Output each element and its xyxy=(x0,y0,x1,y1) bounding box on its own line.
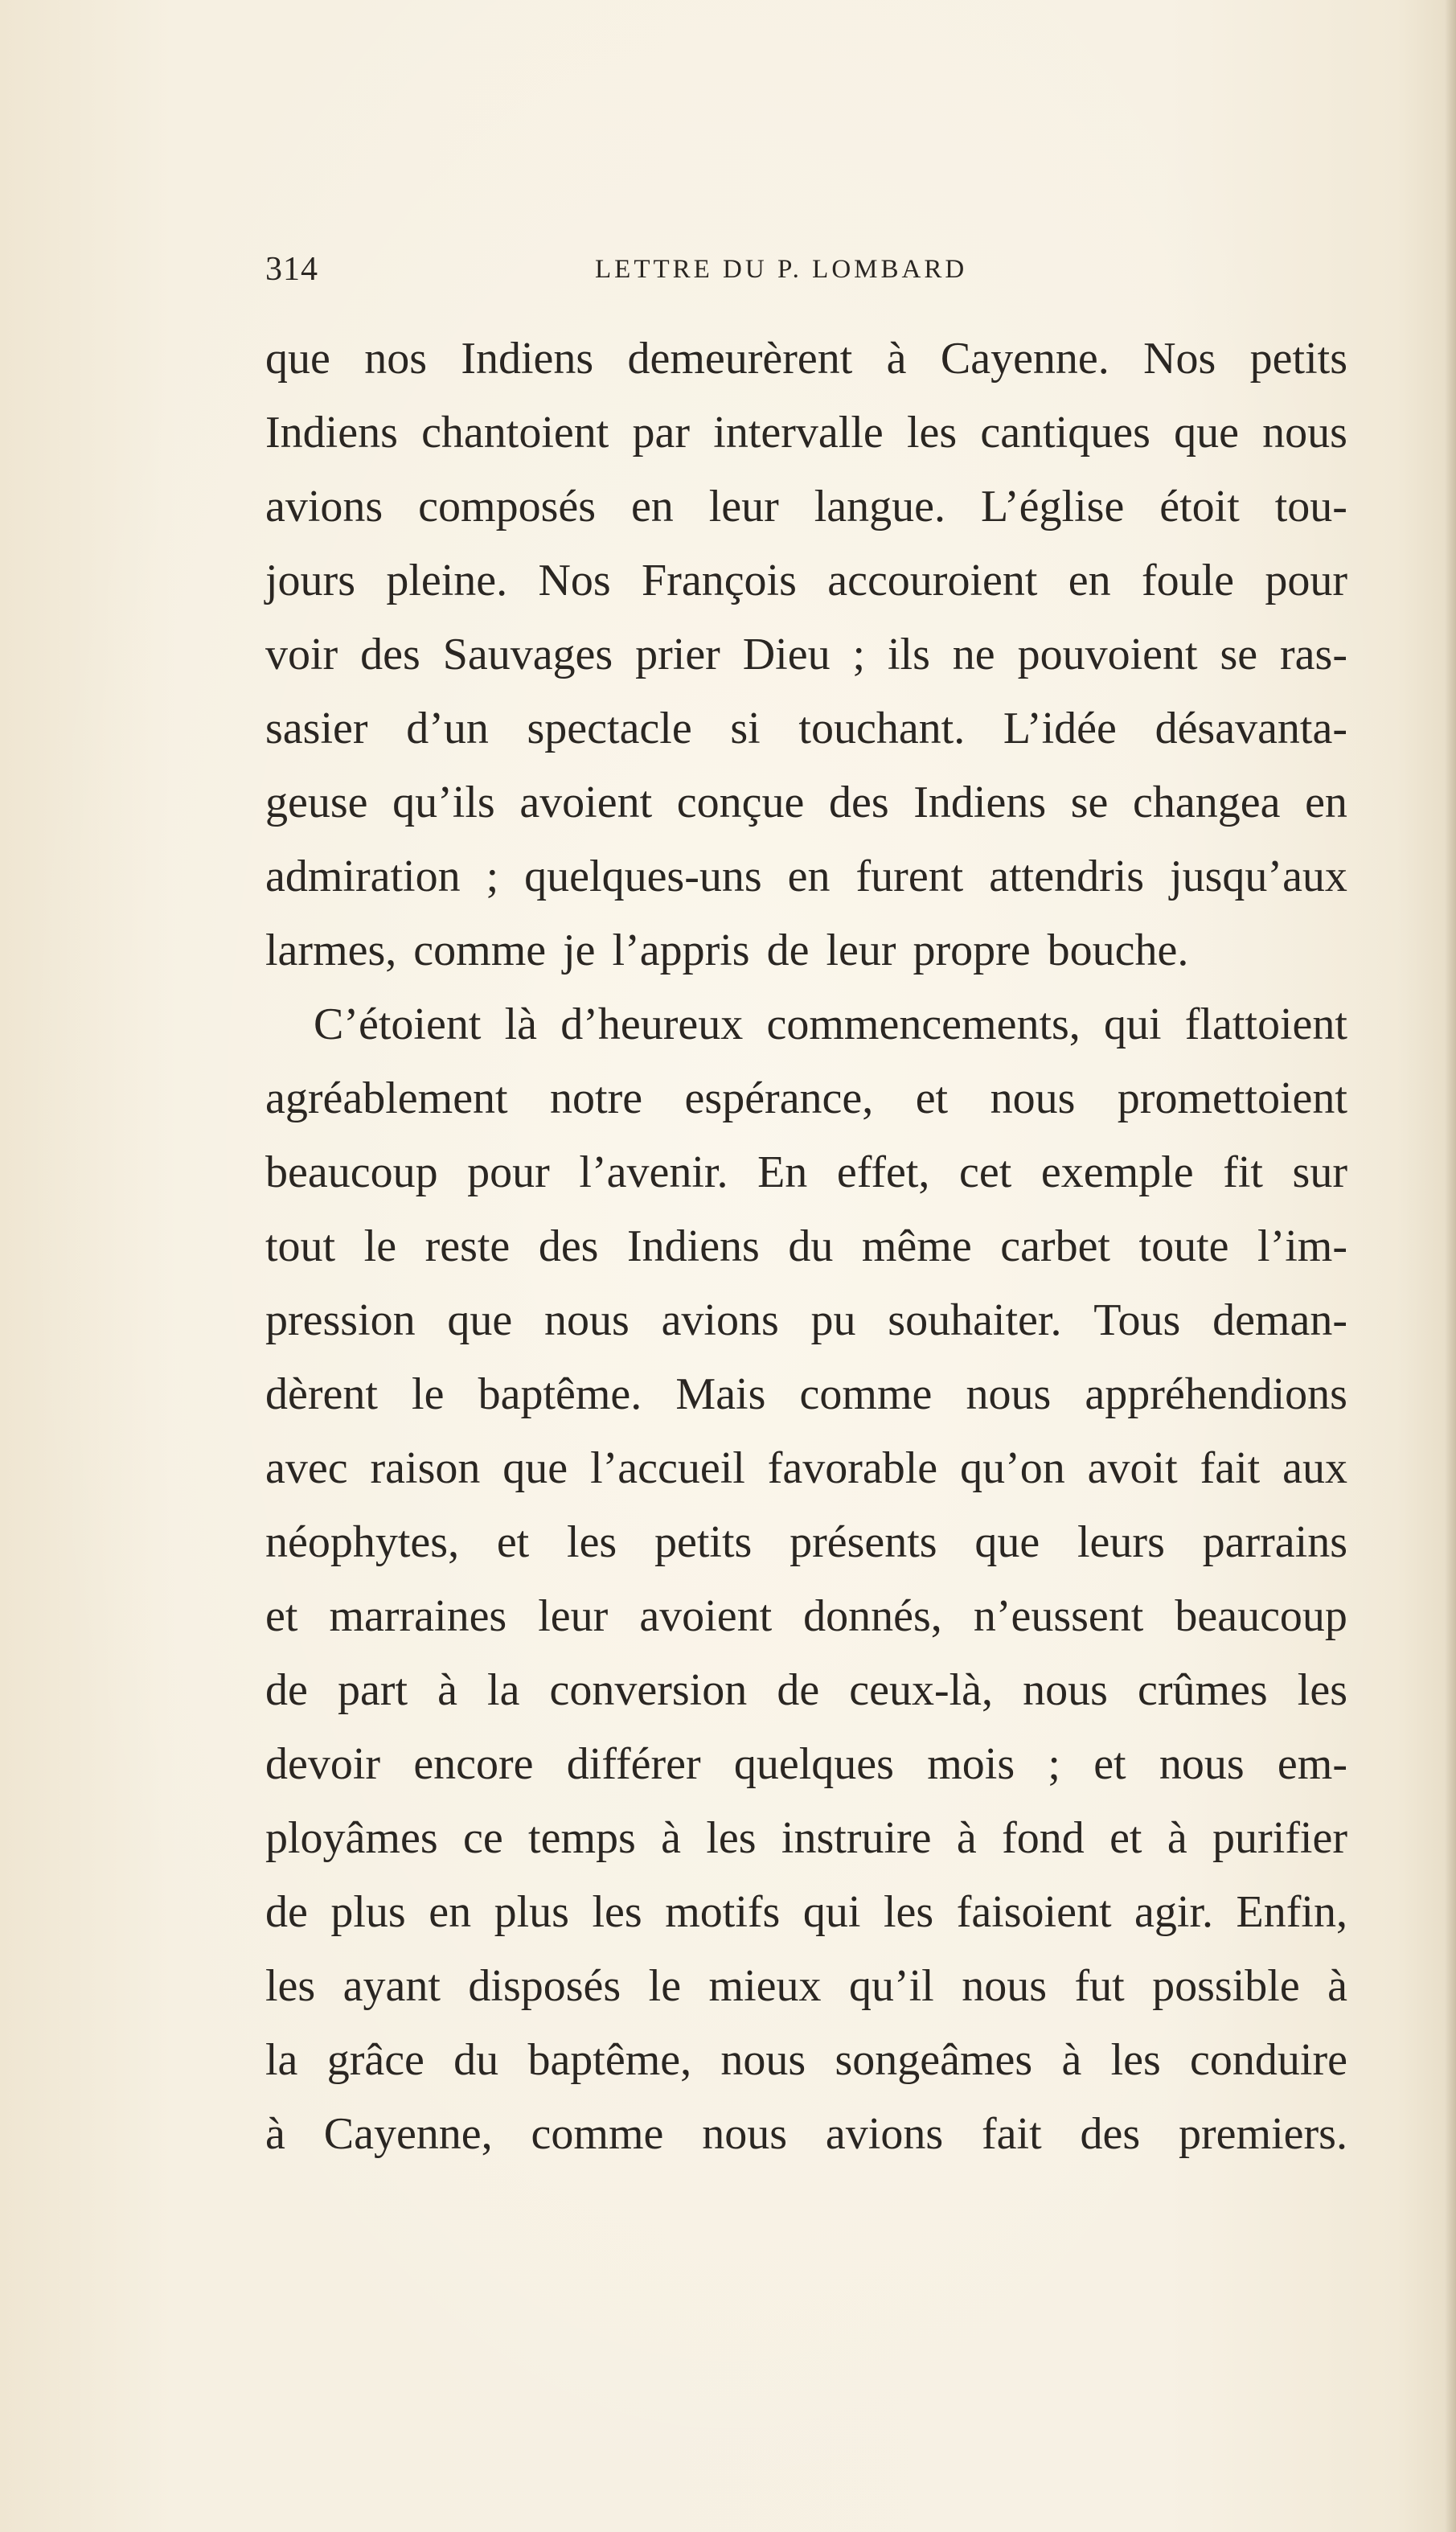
word: devoir xyxy=(265,1739,381,1789)
word: leur xyxy=(708,482,779,531)
word: ceux-là, xyxy=(849,1665,994,1715)
text-line xyxy=(265,1727,1347,1801)
word: beaucoup xyxy=(265,1147,438,1197)
word: d’heureux xyxy=(560,999,744,1049)
text-line xyxy=(265,1357,1347,1431)
word: attendris xyxy=(989,852,1145,901)
word: avions xyxy=(265,482,383,531)
text-line xyxy=(265,470,1347,544)
word: disposés xyxy=(468,1961,621,2011)
word: toute xyxy=(1138,1221,1229,1271)
word: des xyxy=(1080,2109,1141,2159)
word: du xyxy=(788,1221,834,1271)
word: avoit xyxy=(1087,1443,1178,1493)
word: promettoient xyxy=(1117,1073,1347,1123)
word: les xyxy=(883,1887,934,1937)
word: fait xyxy=(1200,1443,1261,1493)
word: et xyxy=(1093,1739,1126,1789)
word: encore xyxy=(413,1739,534,1789)
word: favorable xyxy=(767,1443,938,1493)
text-line xyxy=(265,1209,1347,1283)
word: premiers. xyxy=(1179,2109,1347,2159)
text-line xyxy=(265,1949,1347,2023)
word: Enfin, xyxy=(1236,1887,1347,1937)
running-head: LETTRE DU P. LOMBARD xyxy=(595,255,968,284)
word: pour xyxy=(1265,556,1347,605)
word: parrains xyxy=(1202,1517,1347,1567)
word: différer xyxy=(566,1739,701,1789)
word: par xyxy=(632,408,691,458)
word: pouvoient xyxy=(1017,630,1198,679)
text-line xyxy=(265,1505,1347,1579)
word: et xyxy=(496,1517,530,1567)
word: ; xyxy=(486,852,499,901)
word: fond xyxy=(1002,1813,1085,1863)
word: agir. xyxy=(1134,1887,1214,1937)
word: à xyxy=(1327,1961,1347,2011)
word: les xyxy=(592,1887,642,1937)
word: en xyxy=(1068,556,1111,605)
text-line xyxy=(265,1283,1347,1357)
word: qu’ils xyxy=(392,778,495,827)
word: comme xyxy=(531,2109,664,2159)
word: L’idée xyxy=(1003,704,1117,753)
word: bouche. xyxy=(1047,925,1189,975)
word: espérance, xyxy=(684,1073,874,1123)
word: leur xyxy=(826,925,896,975)
page-number: 314 xyxy=(265,251,318,288)
text-line xyxy=(265,913,1347,987)
word: motifs xyxy=(665,1887,781,1937)
word: deman- xyxy=(1212,1295,1347,1345)
word: n’eussent xyxy=(973,1591,1144,1641)
page-edge-shadow xyxy=(1445,0,1456,2532)
word: quelques-uns xyxy=(524,852,762,901)
word: sasier xyxy=(265,704,368,753)
word: avec xyxy=(265,1443,348,1493)
word: foule xyxy=(1141,556,1234,605)
word: conçue xyxy=(676,778,805,827)
word: et xyxy=(915,1073,949,1123)
word: l’im- xyxy=(1257,1221,1347,1271)
word: admiration xyxy=(265,852,461,901)
word: effet, xyxy=(836,1147,930,1197)
word: mois xyxy=(927,1739,1015,1789)
word: plus xyxy=(330,1887,406,1937)
word: marraines xyxy=(329,1591,507,1641)
word: larmes, xyxy=(265,925,397,975)
word: propre xyxy=(913,925,1031,975)
word: que xyxy=(1174,408,1239,458)
word: L’église xyxy=(980,482,1125,531)
word: que xyxy=(502,1443,568,1493)
text-line xyxy=(265,1653,1347,1727)
text-line xyxy=(265,2023,1347,2097)
word: nous xyxy=(1262,408,1347,458)
text-line xyxy=(265,691,1347,765)
word: Nos xyxy=(538,556,611,605)
word: Indiens xyxy=(626,1221,760,1271)
word: pu xyxy=(810,1295,856,1345)
word: mieux xyxy=(708,1961,822,2011)
word: l’appris xyxy=(612,925,750,975)
word: en xyxy=(630,482,674,531)
word: des xyxy=(360,630,420,679)
word: langue. xyxy=(814,482,946,531)
word: demeurèrent xyxy=(627,334,853,384)
word: les xyxy=(1297,1665,1347,1715)
word: touchant. xyxy=(798,704,966,753)
word: songeâmes xyxy=(835,2035,1033,2085)
word: les xyxy=(265,1961,316,2011)
word: baptême, xyxy=(527,2035,692,2085)
word: à xyxy=(661,1813,681,1863)
word: intervalle xyxy=(713,408,884,458)
word: à xyxy=(956,1813,977,1863)
text-line xyxy=(265,1431,1347,1505)
word: en xyxy=(429,1887,472,1937)
word: et xyxy=(265,1591,298,1641)
word: les xyxy=(906,408,958,458)
word: purifier xyxy=(1212,1813,1347,1863)
word: chantoient xyxy=(421,408,609,458)
word: jours xyxy=(265,556,355,605)
word: C’étoient xyxy=(314,999,482,1049)
word: quelques xyxy=(733,1739,894,1789)
word: les xyxy=(567,1517,617,1567)
text-line xyxy=(265,1061,1347,1135)
word: beaucoup xyxy=(1175,1591,1347,1641)
word: je xyxy=(563,925,596,975)
word: ; xyxy=(852,630,866,679)
word: furent xyxy=(855,852,964,901)
word: notre xyxy=(550,1073,643,1123)
word: fit xyxy=(1223,1147,1263,1197)
text-line xyxy=(265,618,1347,691)
word: ayant xyxy=(342,1961,441,2011)
word: des xyxy=(828,778,889,827)
word: le xyxy=(412,1369,445,1419)
word: l’avenir. xyxy=(579,1147,728,1197)
word: de xyxy=(766,925,810,975)
word: ras- xyxy=(1280,630,1347,679)
text-line xyxy=(265,1875,1347,1949)
word: tou- xyxy=(1274,482,1347,531)
word: qu’il xyxy=(848,1961,934,2011)
word: présents xyxy=(790,1517,937,1567)
word: Mais xyxy=(675,1369,766,1419)
word: composés xyxy=(418,482,597,531)
text-line xyxy=(265,544,1347,618)
body-text xyxy=(265,322,1347,2171)
word: à xyxy=(1061,2035,1082,2085)
word: Cayenne. xyxy=(940,334,1109,384)
word: raison xyxy=(370,1443,481,1493)
word: pression xyxy=(265,1295,416,1345)
word: désavanta- xyxy=(1155,704,1347,753)
word: tout xyxy=(265,1221,336,1271)
word: temps xyxy=(528,1813,636,1863)
word: grâce xyxy=(326,2035,424,2085)
word: flattoient xyxy=(1184,999,1347,1049)
word: cantiques xyxy=(980,408,1150,458)
word: de xyxy=(777,1665,820,1715)
word: Indiens xyxy=(265,408,398,458)
word: comme xyxy=(413,925,547,975)
word: en xyxy=(787,852,831,901)
word: avions xyxy=(825,2109,944,2159)
word: part xyxy=(337,1665,408,1715)
text-line xyxy=(265,987,1347,1061)
page-header xyxy=(265,245,1343,293)
word: d’un xyxy=(406,704,489,753)
word: le xyxy=(648,1961,682,2011)
word: là xyxy=(504,999,538,1049)
word: carbet xyxy=(1000,1221,1110,1271)
text-line xyxy=(265,1579,1347,1653)
word: à xyxy=(437,1665,457,1715)
word: à xyxy=(1167,1813,1187,1863)
word: étoit xyxy=(1159,482,1240,531)
word: Sauvages xyxy=(442,630,613,679)
word: néophytes, xyxy=(265,1517,460,1567)
word: pleine. xyxy=(386,556,508,605)
word: prier xyxy=(635,630,720,679)
word: nous xyxy=(1023,1665,1108,1715)
word: de xyxy=(265,1665,308,1715)
word: nos xyxy=(364,334,427,384)
word: plus xyxy=(494,1887,569,1937)
word: donnés, xyxy=(803,1591,942,1641)
word: conduire xyxy=(1190,2035,1347,2085)
word: em- xyxy=(1277,1739,1347,1789)
word: jusqu’aux xyxy=(1170,852,1347,901)
word: spectacle xyxy=(527,704,692,753)
word: changea xyxy=(1133,778,1281,827)
word: aux xyxy=(1282,1443,1347,1493)
word: ils xyxy=(887,630,930,679)
word: instruire xyxy=(781,1813,932,1863)
word: agréablement xyxy=(265,1073,508,1123)
word: nous xyxy=(720,2035,806,2085)
word: leur xyxy=(538,1591,609,1641)
word: Dieu xyxy=(742,630,831,679)
word: les xyxy=(706,1813,757,1863)
text-line xyxy=(265,765,1347,839)
word: se xyxy=(1220,630,1258,679)
word: accouroient xyxy=(827,556,1038,605)
word: Tous xyxy=(1093,1295,1181,1345)
word: avoient xyxy=(639,1591,773,1641)
word: que xyxy=(974,1517,1040,1567)
word: geuse xyxy=(265,778,368,827)
word: fut xyxy=(1074,1961,1125,2011)
word: possible xyxy=(1152,1961,1300,2011)
word: souhaiter. xyxy=(888,1295,1062,1345)
word: avions xyxy=(661,1295,779,1345)
word: et xyxy=(1109,1813,1142,1863)
word: le xyxy=(363,1221,397,1271)
word: de xyxy=(265,1887,308,1937)
word: Indiens xyxy=(913,778,1047,827)
word: que xyxy=(447,1295,513,1345)
text-line xyxy=(265,839,1347,913)
word: la xyxy=(487,1665,520,1715)
word: qui xyxy=(802,1887,861,1937)
word: à xyxy=(265,2109,285,2159)
word: à xyxy=(886,334,907,384)
word: comme xyxy=(799,1369,933,1419)
word: qui xyxy=(1104,999,1162,1049)
word: nous xyxy=(702,2109,788,2159)
word: nous xyxy=(544,1295,630,1345)
word: la xyxy=(265,2035,298,2085)
word: leurs xyxy=(1077,1517,1165,1567)
word: sur xyxy=(1292,1147,1347,1197)
word: l’accueil xyxy=(590,1443,745,1493)
word: crûmes xyxy=(1137,1665,1268,1715)
word: nous xyxy=(990,1073,1076,1123)
word: ce xyxy=(462,1813,503,1863)
text-line xyxy=(265,396,1347,470)
word: reste xyxy=(424,1221,511,1271)
word: faisoient xyxy=(956,1887,1112,1937)
word: En xyxy=(757,1147,808,1197)
word: des xyxy=(538,1221,599,1271)
word: que xyxy=(265,334,330,384)
word: Cayenne, xyxy=(323,2109,493,2159)
word: appréhendions xyxy=(1085,1369,1347,1419)
word: exemple xyxy=(1040,1147,1194,1197)
word: ; xyxy=(1048,1739,1060,1789)
word: commencements, xyxy=(766,999,1081,1049)
word: Indiens xyxy=(461,334,594,384)
word: conversion xyxy=(549,1665,748,1715)
word: avoient xyxy=(519,778,653,827)
word: François xyxy=(642,556,797,605)
word: même xyxy=(861,1221,972,1271)
word: baptême. xyxy=(478,1369,642,1419)
word: qu’on xyxy=(960,1443,1065,1493)
word: dèrent xyxy=(265,1369,378,1419)
word: nous xyxy=(962,1961,1047,2011)
word: en xyxy=(1305,778,1347,827)
word: voir xyxy=(265,630,338,679)
word: les xyxy=(1110,2035,1161,2085)
word: nous xyxy=(1159,1739,1245,1789)
word: si xyxy=(730,704,761,753)
word: fait xyxy=(982,2109,1042,2159)
word: Nos xyxy=(1143,334,1216,384)
text-line xyxy=(265,1135,1347,1209)
word: petits xyxy=(654,1517,753,1567)
text-line xyxy=(265,1801,1347,1875)
word: pour xyxy=(467,1147,550,1197)
word: ne xyxy=(952,630,995,679)
word: cet xyxy=(959,1147,1012,1197)
word: du xyxy=(453,2035,499,2085)
word: nous xyxy=(966,1369,1052,1419)
word: se xyxy=(1070,778,1109,827)
text-line xyxy=(265,322,1347,396)
text-line xyxy=(265,2097,1347,2171)
word: petits xyxy=(1249,334,1347,384)
word: ployâmes xyxy=(265,1813,438,1863)
